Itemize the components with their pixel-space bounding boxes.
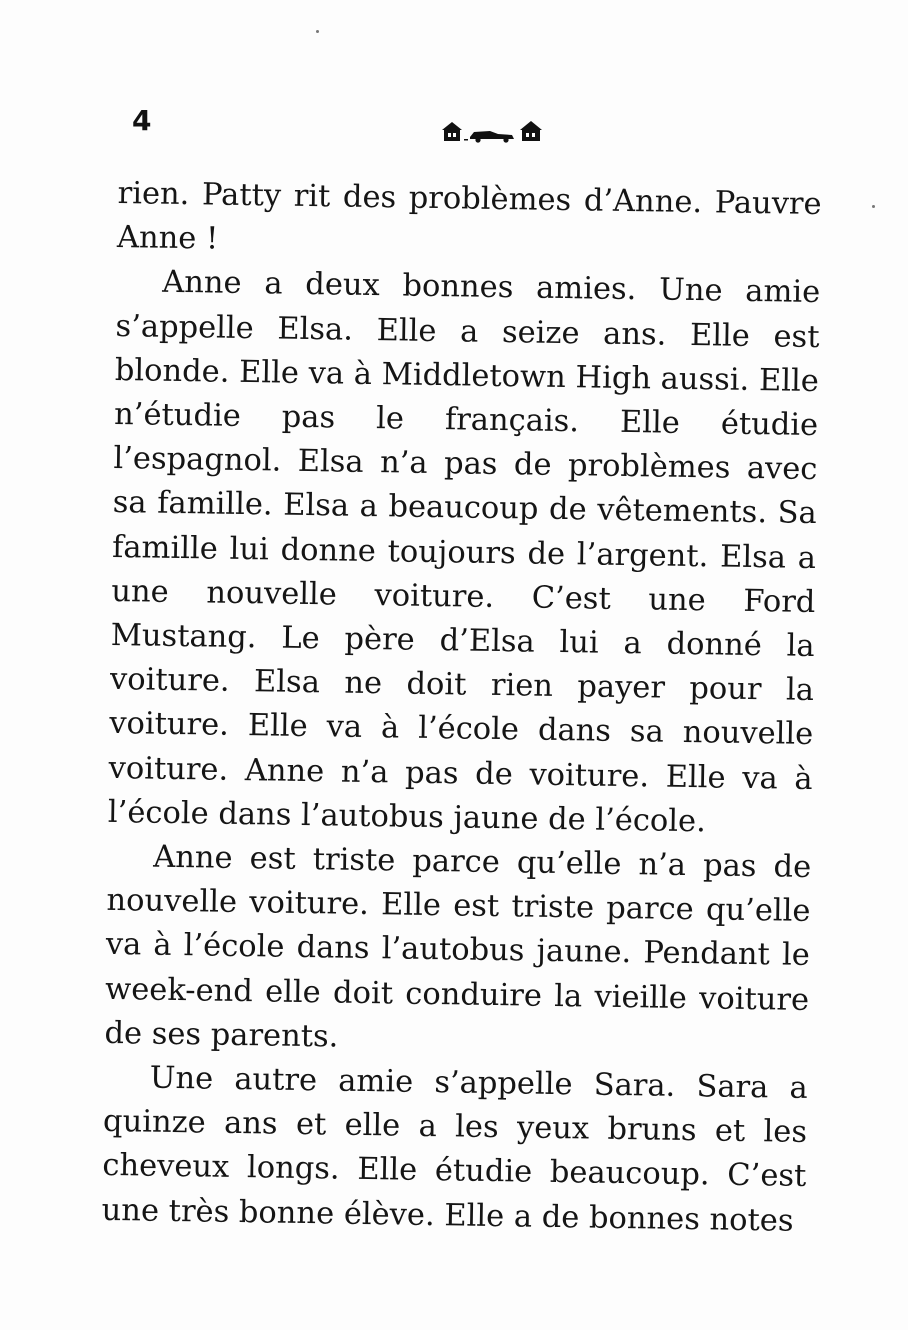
paragraph-anne-triste: Anne est triste parce qu’elle n’a pas de nouvelle voiture. Elle est triste parce qu’elle va à l’école dans l’autobus jaune. Pendant le week-end elle doit conduire la vieille voiture de ses parents. [104, 839, 812, 1055]
print-speck [316, 30, 319, 33]
page-number: 4 [132, 104, 152, 137]
house-car-house-ornament-icon [440, 118, 550, 144]
print-speck [872, 205, 875, 208]
paragraph-continued: rien. Patty rit des problèmes d’Anne. Pauvre Anne ! [116, 175, 822, 257]
body-text [101, 172, 822, 1244]
paragraph-sara: Une autre amie s’appelle Sara. Sara a quinze ans et elle a les yeux bruns et les cheveux longs. Elle étudie beaucoup. C’est une très bonne élève. Elle a de bonnes notes [101, 1060, 808, 1239]
paragraph-elsa: Anne a deux bonnes amies. Une amie s’appelle Elsa. Elle a seize ans. Elle est blonde. Elle va à Middletown High aussi. Elle n’étudie pas le français. Elle étudie l’espagnol. Elsa n’a pas de problèmes avec sa famille. Elsa a beaucoup de vêtements. Sa famille lui donne toujours de l’argent. Elsa a une nouvelle voiture. C’est une Ford Mustang. Le père d’Elsa lui a donné la voiture. Elsa ne doit rien payer pour la voiture. Elle va à l’école dans sa nouvelle voiture. Anne n’a pas de voiture. Elle va à l’école dans l’autobus jaune de l’école. [107, 265, 821, 840]
